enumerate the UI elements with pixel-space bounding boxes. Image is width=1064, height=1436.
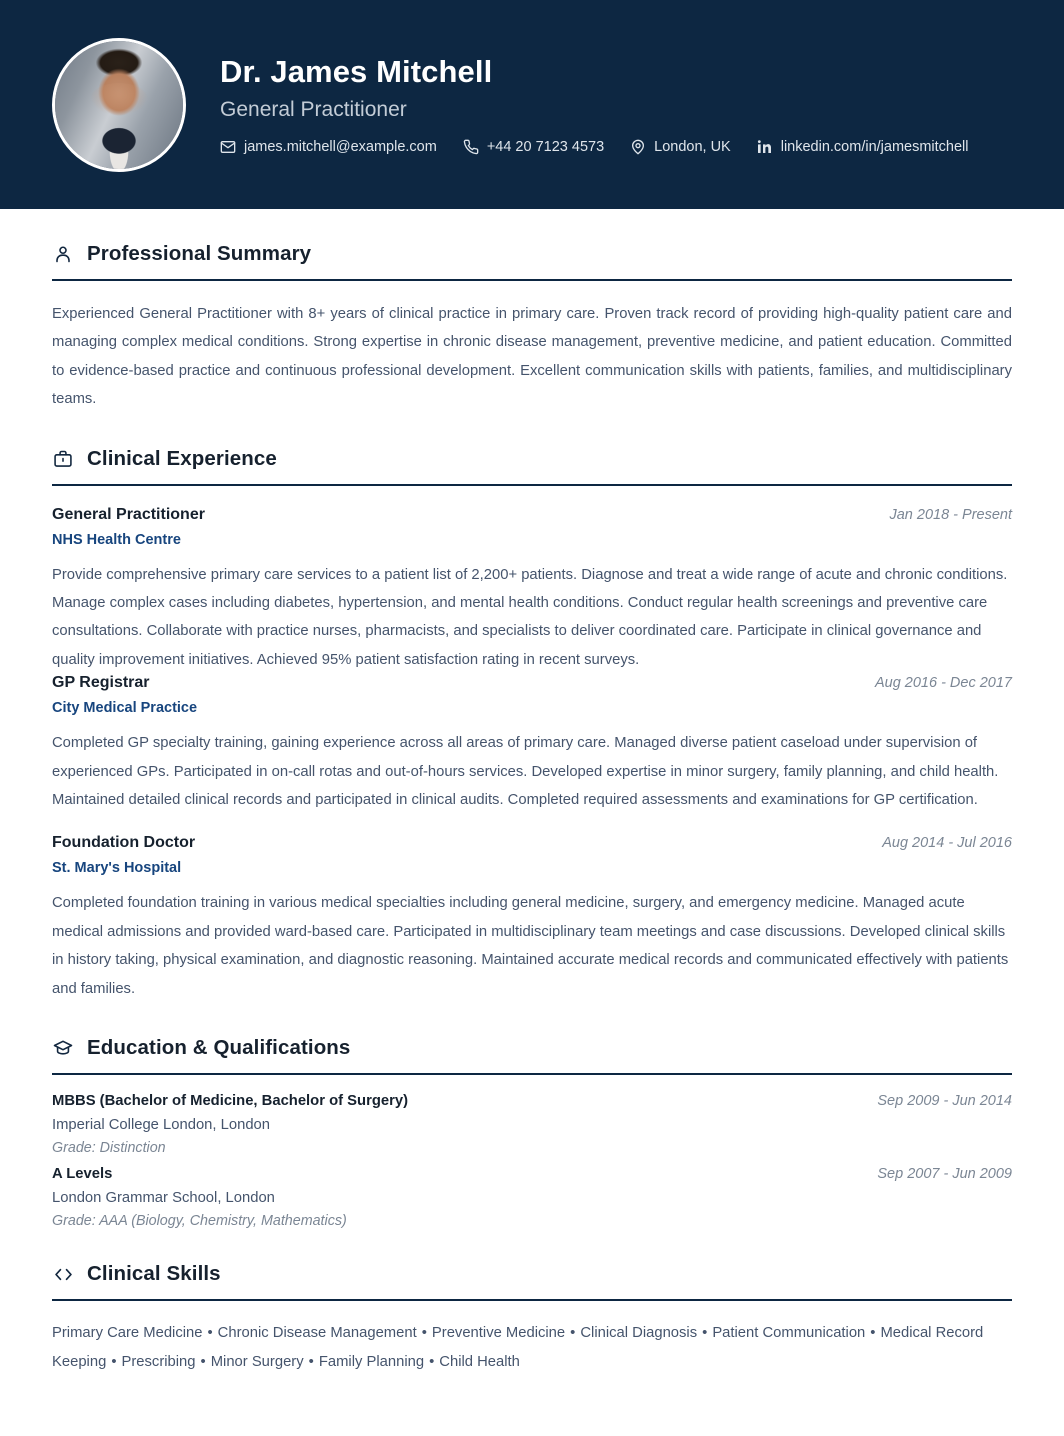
- summary-text: Experienced General Practitioner with 8+ years of clinical practice in primary care. Proven track record of providing high-quality patient care and managing complex medical conditions. Strong expertise in chronic disease management, preventive medicine, and patient education. Committed to evidence-based practice and continuous professional development. Excellent communication skills with patients, families, and multidisciplinary teams.: [52, 306, 1012, 408]
- section-education: [52, 1003, 1012, 1229]
- experience-date: Jan 2018 - Present: [889, 506, 1012, 523]
- education-school: London Grammar School, London: [52, 1190, 275, 1207]
- skill-separator: •: [308, 1353, 314, 1370]
- person-icon: [52, 243, 74, 265]
- contact-linkedin[interactable]: [757, 139, 969, 155]
- graduation-cap-icon: [52, 1037, 74, 1059]
- education-item-heading: [52, 1093, 1012, 1109]
- section-header-education: [52, 1003, 1012, 1060]
- skills-list: [52, 1319, 1012, 1416]
- experience-description: Completed GP specialty training, gaining experience across all areas of primary care. Managed diverse patient caseload under supervision of experienced GPs. Participated in on-call rotas and out-of-hours services. Developed expertise in minor surgery, family planning, and child health. Maintained detailed clinical records and participated in clinical audits. Completed required assessments and examinations for GP certification.: [52, 735, 999, 809]
- education-date: Sep 2007 - Jun 2009: [877, 1166, 1012, 1183]
- contact-location[interactable]: [630, 139, 731, 155]
- section-divider-summary: [52, 279, 1012, 281]
- code-brackets-icon: [52, 1263, 74, 1285]
- contact-linkedin-text: linkedin.com/in/jamesmitchell: [780, 139, 969, 156]
- skill-separator: •: [870, 1325, 876, 1342]
- skill-item: Chronic Disease Management: [217, 1325, 417, 1342]
- section-professional-summary: [52, 209, 1012, 414]
- experience-description: Completed foundation training in various medical specialties including general medicine, surgery, and emergency medicine. Managed acute medical admissions and provided ward-based care. Participated in multidisciplinary team meetings and case discussions. Developed clinical skills in history taking, physical examination, and diagnostic reasoning. Maintained accurate medical records and communicated effectively with patients and families.: [52, 895, 1009, 997]
- skill-separator: •: [200, 1353, 206, 1370]
- section-divider-skills: [52, 1299, 1012, 1301]
- education-grade: Grade: Distinction: [52, 1140, 166, 1157]
- email-icon: [220, 139, 236, 155]
- experience-role: Foundation Doctor: [52, 834, 196, 852]
- education-degree: MBBS (Bachelor of Medicine, Bachelor of Surgery): [52, 1093, 409, 1110]
- phone-icon: [463, 139, 479, 155]
- skill-separator: •: [421, 1325, 427, 1342]
- contact-phone[interactable]: [463, 139, 604, 155]
- education-degree: A Levels: [52, 1166, 113, 1183]
- experience-item-heading: [52, 506, 1012, 524]
- education-date: Sep 2009 - Jun 2014: [877, 1093, 1012, 1110]
- location-pin-icon: [630, 139, 646, 155]
- avatar: [52, 38, 186, 172]
- section-title-skills: Clinical Skills: [87, 1262, 221, 1286]
- section-header-summary: [52, 209, 1012, 266]
- experience-organization: St. Mary's Hospital: [52, 860, 182, 877]
- header-text-block: [220, 54, 969, 156]
- section-header-experience: [52, 414, 1012, 471]
- experience-date: Aug 2014 - Jul 2016: [882, 835, 1012, 852]
- experience-item: [52, 834, 1012, 1003]
- resume-header: [0, 0, 1064, 209]
- education-school: Imperial College London, London: [52, 1117, 271, 1134]
- experience-item-heading: [52, 834, 1012, 852]
- contact-location-text: London, UK: [654, 139, 731, 156]
- skill-item: Child Health: [439, 1353, 520, 1370]
- section-clinical-experience: [52, 414, 1012, 1003]
- section-title-experience: Clinical Experience: [87, 446, 277, 470]
- skill-item: Clinical Diagnosis: [580, 1325, 698, 1342]
- contact-phone-text: +44 20 7123 4573: [486, 139, 605, 156]
- experience-item: [52, 506, 1012, 675]
- section-title-education: Education & Qualifications: [87, 1036, 351, 1060]
- experience-role: General Practitioner: [52, 505, 205, 523]
- skill-item: Prescribing: [121, 1353, 196, 1370]
- skill-separator: •: [207, 1325, 213, 1342]
- skill-item: Medical Record Keeping: [52, 1325, 984, 1370]
- skill-item: Preventive Medicine: [431, 1325, 566, 1342]
- section-title-summary: Professional Summary: [87, 242, 312, 265]
- experience-organization: City Medical Practice: [52, 700, 198, 717]
- skill-separator: •: [570, 1325, 576, 1342]
- skill-item: Family Planning: [318, 1353, 425, 1370]
- contact-email-text: james.mitchell@example.com: [244, 139, 437, 156]
- candidate-job-title: General Practitioner: [220, 98, 407, 122]
- education-item-heading: [52, 1166, 1012, 1182]
- skill-separator: •: [702, 1325, 708, 1342]
- candidate-name: Dr. James Mitchell: [220, 53, 493, 89]
- contact-email[interactable]: [220, 139, 437, 155]
- experience-organization: NHS Health Centre: [52, 531, 181, 548]
- skill-separator: •: [111, 1353, 117, 1370]
- experience-item-heading: [52, 674, 1012, 692]
- skill-item: Minor Surgery: [210, 1353, 304, 1370]
- education-grade: Grade: AAA (Biology, Chemistry, Mathematics): [52, 1213, 347, 1230]
- section-clinical-skills: [52, 1229, 1012, 1416]
- experience-item: [52, 674, 1012, 814]
- education-item: [52, 1166, 1012, 1229]
- section-divider-education: [52, 1073, 1012, 1075]
- experience-role: GP Registrar: [52, 674, 150, 692]
- resume-body: [0, 209, 1064, 1416]
- linkedin-icon: [757, 139, 773, 155]
- experience-date: Aug 2016 - Dec 2017: [874, 675, 1012, 692]
- skill-item: Patient Communication: [712, 1325, 866, 1342]
- experience-description: Provide comprehensive primary care services to a patient list of 2,200+ patients. Diagnose and treat a wide range of acute and chronic conditions. Manage complex cases including diabetes, hypertension, and mental health conditions. Conduct regular health screenings and preventive care consultations. Collaborate with practice nurses, pharmacists, and specialists to deliver coordinated care. Participate in clinical governance and quality improvement initiatives. Achieved 95% patient satisfaction rating in recent surveys.: [52, 566, 1008, 668]
- section-divider-experience: [52, 484, 1012, 486]
- skill-item: Primary Care Medicine: [52, 1325, 203, 1342]
- education-item: [52, 1093, 1012, 1156]
- section-header-skills: [52, 1229, 1012, 1286]
- skill-separator: •: [429, 1353, 435, 1370]
- profile-photo-image: [55, 41, 183, 169]
- contact-list: [220, 139, 969, 155]
- briefcase-icon: [52, 448, 74, 470]
